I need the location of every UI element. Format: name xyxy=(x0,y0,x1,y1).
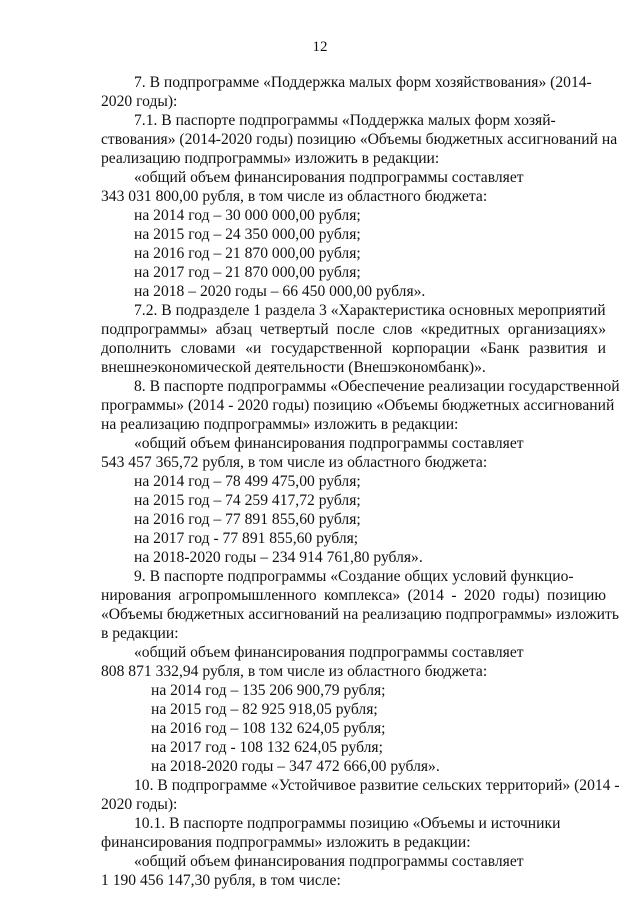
text-line: 10. В подпрограмме «Устойчивое развитие сельских территорий» (2014 - xyxy=(134,777,620,794)
text-line: на 2016 год – 77 891 855,60 рубля; xyxy=(134,511,361,528)
text-line: программы» (2014 - 2020 годы) позицию «Объемы бюджетных ассигнований xyxy=(101,397,615,414)
text-line: 7.2. В подразделе 1 раздела 3 «Характеристика основных мероприятий xyxy=(134,302,606,319)
text-line: на 2015 год – 74 259 417,72 рубля; xyxy=(134,492,361,509)
text-line: на 2017 год - 108 132 624,05 рубля; xyxy=(151,739,383,756)
text-line: на 2015 год – 82 925 918,05 рубля; xyxy=(151,701,378,718)
text-line: на 2014 год – 135 206 900,79 рубля; xyxy=(151,682,386,699)
text-line: дополнить словами «и государственной корпорации «Банк развития и xyxy=(101,340,606,357)
text-line: 7. В подпрограмме «Поддержка малых форм хозяйствования» (2014- xyxy=(134,74,592,91)
text-line: 343 031 800,00 рубля, в том числе из областного бюджета: xyxy=(101,188,488,205)
text-line: на 2016 год – 21 870 000,00 рубля; xyxy=(134,245,361,262)
text-line: на 2018-2020 годы – 347 472 666,00 рубля». xyxy=(151,758,440,775)
text-line: «общий объем финансирования подпрограммы составляет xyxy=(134,169,524,186)
text-line: на 2015 год – 24 350 000,00 рубля; xyxy=(134,226,361,243)
text-line: на 2018 – 2020 годы – 66 450 000,00 рубля». xyxy=(134,283,426,300)
page-number: 12 xyxy=(312,39,328,55)
text-line: на 2016 год – 108 132 624,05 рубля; xyxy=(151,720,386,737)
text-line: «Объемы бюджетных ассигнований на реализацию подпрограммы» изложить xyxy=(101,606,619,623)
text-line: 10.1. В паспорте подпрограммы позицию «Объемы и источники xyxy=(134,815,561,832)
text-line: подпрограммы» абзац четвертый после слов «кредитных организациях» xyxy=(101,321,606,338)
text-line: нирования агропромышленного комплекса» (2014 - 2020 годы) позицию xyxy=(101,587,606,604)
text-line: на 2017 год - 77 891 855,60 рубля; xyxy=(134,530,359,547)
text-line: 9. В паспорте подпрограммы «Создание общих условий функцио- xyxy=(134,568,574,585)
text-line: 808 871 332,94 рубля, в том числе из областного бюджета: xyxy=(101,663,488,680)
text-line: финансирования подпрограммы» изложить в редакции: xyxy=(101,834,471,851)
text-line: «общий объем финансирования подпрограммы составляет xyxy=(134,644,524,661)
text-line: на 2018-2020 годы – 234 914 761,80 рубля». xyxy=(134,549,423,566)
text-line: 543 457 365,72 рубля, в том числе из областного бюджета: xyxy=(101,454,488,471)
text-line: на реализацию подпрограммы» изложить в редакции: xyxy=(101,416,459,433)
text-line: на 2014 год – 30 000 000,00 рубля; xyxy=(134,207,361,224)
text-line: 8. В паспорте подпрограммы «Обеспечение реализации государственной xyxy=(134,378,620,395)
text-line: в редакции: xyxy=(101,625,179,642)
text-line: внешнеэкономической деятельности (Внешэкономбанк)». xyxy=(101,359,486,376)
text-line: реализацию подпрограммы» изложить в редакции: xyxy=(101,150,440,167)
text-line: 2020 годы): xyxy=(101,93,178,110)
text-line: «общий объем финансирования подпрограммы составляет xyxy=(134,853,524,870)
text-line: 2020 годы): xyxy=(101,796,178,813)
text-line: 1 190 456 147,30 рубля, в том числе: xyxy=(101,872,341,889)
text-line: ствования» (2014-2020 годы) позицию «Объемы бюджетных ассигнований на xyxy=(101,131,618,148)
text-line: «общий объем финансирования подпрограммы составляет xyxy=(134,435,524,452)
text-line: 7.1. В паспорте подпрограммы «Поддержка малых форм хозяй- xyxy=(134,112,556,129)
text-line: на 2017 год – 21 870 000,00 рубля; xyxy=(134,264,361,281)
text-line: на 2014 год – 78 499 475,00 рубля; xyxy=(134,473,361,490)
